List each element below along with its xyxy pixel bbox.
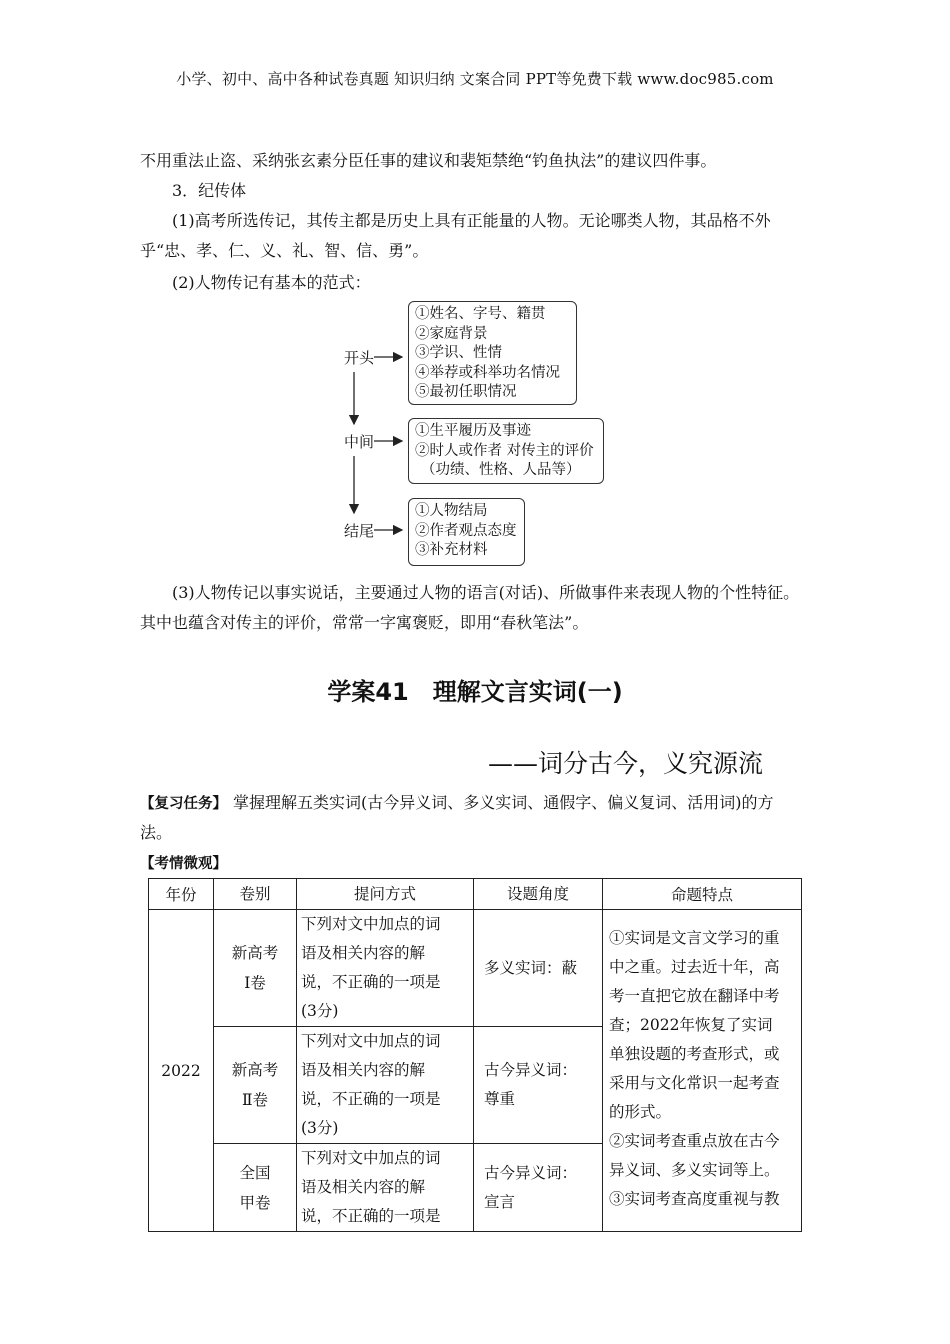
end-item: ②作者观点态度 bbox=[415, 522, 517, 539]
angle-text: 多义实词：蔽 bbox=[484, 958, 578, 977]
ask-text: 下列对文中加点的词 bbox=[301, 1149, 441, 1167]
features-cell bbox=[603, 910, 802, 1232]
exam-tag: 【考情微观】 bbox=[140, 856, 227, 872]
review-tag: 【复习任务】 bbox=[140, 796, 227, 812]
point3-line1: (3)人物传记以事实说话，主要通过人物的语言(对话)、所做事件来表现人物的个性特征。 bbox=[172, 583, 800, 602]
ask-cell bbox=[297, 1027, 474, 1144]
diagram-start-label: 开头 bbox=[344, 349, 375, 367]
end-item: ①人物结局 bbox=[415, 503, 488, 519]
middle-item: ②时人或作者 对传主的评价 bbox=[415, 442, 594, 459]
feature-line: 中之重。过去近十年，高 bbox=[609, 958, 780, 976]
paper-text: 新高考 bbox=[231, 944, 279, 962]
review-line1 bbox=[140, 788, 820, 819]
diagram-start-box bbox=[408, 301, 577, 405]
header-year: 年份 bbox=[149, 879, 214, 910]
middle-item: ①生平履历及事迹 bbox=[415, 423, 531, 439]
year-cell: 2022 bbox=[149, 910, 214, 1232]
lesson-title: 学案41 理解文言实词(一) bbox=[327, 678, 623, 706]
feature-line: ③实词考查高度重视与教 bbox=[609, 1190, 780, 1208]
feature-line: 的形式。 bbox=[609, 1103, 672, 1121]
ask-text: 说，不正确的一项是 bbox=[301, 1207, 441, 1225]
review-line2: 法。 bbox=[140, 823, 173, 842]
paper-cell bbox=[214, 1027, 297, 1144]
table-header-row bbox=[149, 879, 802, 910]
ask-text: 下列对文中加点的词 bbox=[301, 1032, 441, 1050]
middle-item: （功绩、性格、人品等） bbox=[421, 462, 581, 478]
paper-cell bbox=[214, 910, 297, 1027]
angle-text: 古今异义词： bbox=[484, 1061, 578, 1079]
start-item: ①姓名、字号、籍贯 bbox=[415, 306, 546, 322]
feature-line: ②实词考查重点放在古今 bbox=[609, 1132, 780, 1150]
lesson-subtitle: ——词分古今，义究源流 bbox=[488, 749, 764, 778]
page-header: 小学、初中、高中各种试卷真题 知识归纳 文案合同 PPT等免费下载 www.doc985.com bbox=[176, 70, 774, 88]
feature-line: 单独设题的考查形式，或 bbox=[609, 1045, 780, 1063]
feature-line: 查；2022年恢复了实词 bbox=[609, 1016, 773, 1034]
paper-text: 全国 bbox=[239, 1163, 271, 1182]
point1-line2: 乎“忠、孝、仁、义、礼、智、信、勇”。 bbox=[140, 241, 429, 260]
feature-line: 异义词、多义实词等上。 bbox=[609, 1161, 780, 1179]
angle-cell bbox=[474, 1144, 603, 1232]
angle-cell bbox=[474, 1027, 603, 1144]
exam-analysis-table bbox=[148, 878, 802, 1232]
paper-cell bbox=[214, 1144, 297, 1232]
point2: (2)人物传记有基本的范式： bbox=[172, 273, 371, 292]
paper-text: Ⅱ卷 bbox=[241, 1091, 269, 1109]
ask-cell bbox=[297, 910, 474, 1027]
paper-text: Ⅰ卷 bbox=[244, 974, 266, 992]
feature-line: ①实词是文言文学习的重 bbox=[609, 929, 780, 947]
angle-text: 宣言 bbox=[484, 1192, 516, 1211]
point1-line1: (1)高考所选传记，其传主都是历史上具有正能量的人物。无论哪类人物，其品格不外 bbox=[172, 211, 771, 230]
ask-text: 下列对文中加点的词 bbox=[301, 915, 441, 933]
paper-text: 新高考 bbox=[231, 1061, 279, 1079]
point3-line2: 其中也蕴含对传主的评价，常常一字寓褒贬，即用“春秋笔法”。 bbox=[140, 613, 589, 632]
paper-text: 甲卷 bbox=[239, 1193, 271, 1212]
table-row bbox=[149, 910, 802, 1027]
ask-text: 说，不正确的一项是 bbox=[301, 1090, 441, 1108]
ask-cell bbox=[297, 1144, 474, 1232]
end-item: ③补充材料 bbox=[415, 542, 488, 558]
review-text: 掌握理解五类实词(古今异义词、多义实词、通假字、偏义复词、活用词)的方 bbox=[233, 793, 774, 812]
feature-line: 考一直把它放在翻译中考 bbox=[609, 987, 780, 1005]
ask-text: (3分) bbox=[301, 1002, 339, 1020]
feature-line: 采用与文化常识一起考查 bbox=[609, 1074, 780, 1092]
diagram-end-label: 结尾 bbox=[344, 522, 375, 540]
start-item: ②家庭背景 bbox=[415, 325, 488, 342]
ask-text: 语及相关内容的解 bbox=[301, 1061, 426, 1079]
ask-text: 语及相关内容的解 bbox=[301, 1178, 426, 1196]
diagram-middle-box bbox=[408, 418, 604, 484]
ask-text: 语及相关内容的解 bbox=[301, 944, 426, 962]
header-angle: 设题角度 bbox=[474, 879, 603, 910]
section3-heading: 3．纪传体 bbox=[172, 181, 247, 200]
header-ask: 提问方式 bbox=[297, 879, 474, 910]
header-paper: 卷别 bbox=[214, 879, 297, 910]
ask-text: 说，不正确的一项是 bbox=[301, 973, 441, 991]
exam-line bbox=[140, 848, 820, 879]
start-item: ⑤最初任职情况 bbox=[415, 384, 517, 400]
ask-text: (3分) bbox=[301, 1119, 339, 1137]
start-item: ④举荐或科举功名情况 bbox=[415, 364, 560, 381]
diagram-end-box bbox=[408, 498, 525, 566]
diagram-middle-label: 中间 bbox=[344, 433, 375, 451]
angle-text: 古今异义词： bbox=[484, 1163, 578, 1182]
angle-text: 尊重 bbox=[484, 1090, 516, 1108]
intro-line: 不用重法止盗、采纳张玄素分臣任事的建议和裴矩禁绝“钓鱼执法”的建议四件事。 bbox=[140, 151, 717, 170]
start-item: ③学识、性情 bbox=[415, 345, 502, 361]
header-features: 命题特点 bbox=[603, 879, 802, 910]
angle-cell bbox=[474, 910, 603, 1027]
